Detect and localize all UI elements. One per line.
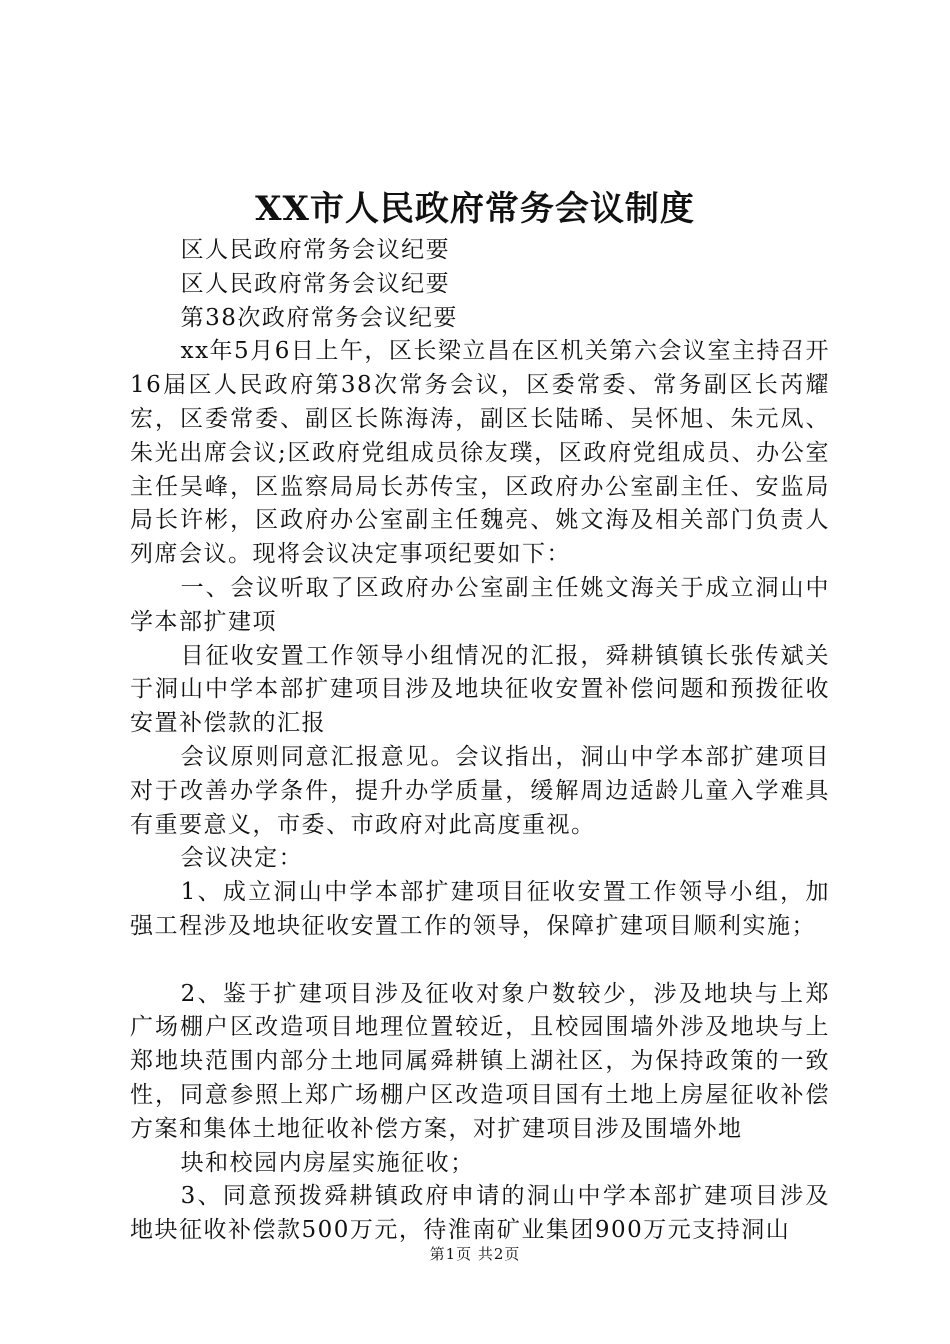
paragraph-decision-3: 3、同意预拨舜耕镇政府申请的洞山中学本部扩建项目涉及地块征收补偿款500万元，待淮南矿业集团900万元支持洞山 xyxy=(130,1183,830,1244)
paragraph-header-2: 区人民政府常务会议纪要 xyxy=(180,270,451,297)
paragraph-decision-2-continued: 块和校园内房屋实施征收； xyxy=(180,1149,475,1176)
page-number-footer: 第1页 共2页 xyxy=(429,1245,521,1263)
paragraph-meeting-intro: xx年5月6日上午，区长梁立昌在区机关第六会议室主持召开16届区人民政府第38次常务会议，区委常委、常务副区长芮耀宏，区委常委、副区长陈海涛，副区长陆晞、吴怀旭、朱元凤、朱光出席会议;区政府党组成员徐友璞，区政府党组成员、办公室主任吴峰，区监察局局长苏传宝，区政府办公室副主任、安监局局长许彬，区政府办公室副主任魏亮、姚文海及相关部门负责人列席会议。现将会议决定事项纪要如下： xyxy=(130,338,830,568)
document-title: XX市人民政府常务会议制度 xyxy=(255,189,695,229)
paragraph-header-3: 第38次政府常务会议纪要 xyxy=(180,304,458,331)
paragraph-item-one-start: 一、会议听取了区政府办公室副主任姚文海关于成立洞山中学本部扩建项 xyxy=(130,574,830,635)
paragraph-decision-1: 1、成立洞山中学本部扩建项目征收安置工作领导小组，加强工程涉及地块征收安置工作的领导，保障扩建项目顺利实施； xyxy=(130,879,830,939)
paragraph-meeting-opinion: 会议原则同意汇报意见。会议指出，洞山中学本部扩建项目对于改善办学条件，提升办学质量，缓解周边适龄儿童入学难具有重要意义，市委、市政府对此高度重视。 xyxy=(130,743,830,838)
paragraph-decision-heading: 会议决定： xyxy=(180,845,304,872)
paragraph-decision-2: 2、鉴于扩建项目涉及征收对象户数较少，涉及地块与上郑广场棚户区改造项目地理位置较近，且校园围墙外涉及地块与上郑地块范围内部分土地同属舜耕镇上湖社区，为保持政策的一致性，同意参照上郑广场棚户区改造项目国有土地上房屋征收补偿方案和集体土地征收补偿方案，对扩建项目涉及围墙外地 xyxy=(130,980,830,1142)
paragraph-item-one-report: 目征收安置工作领导小组情况的汇报，舜耕镇镇长张传斌关于洞山中学本部扩建项目涉及地块征收安置补偿问题和预拨征收安置补偿款的汇报 xyxy=(130,642,830,737)
document-body xyxy=(130,234,830,1248)
paragraph-header-1: 区人民政府常务会议纪要 xyxy=(180,237,451,263)
